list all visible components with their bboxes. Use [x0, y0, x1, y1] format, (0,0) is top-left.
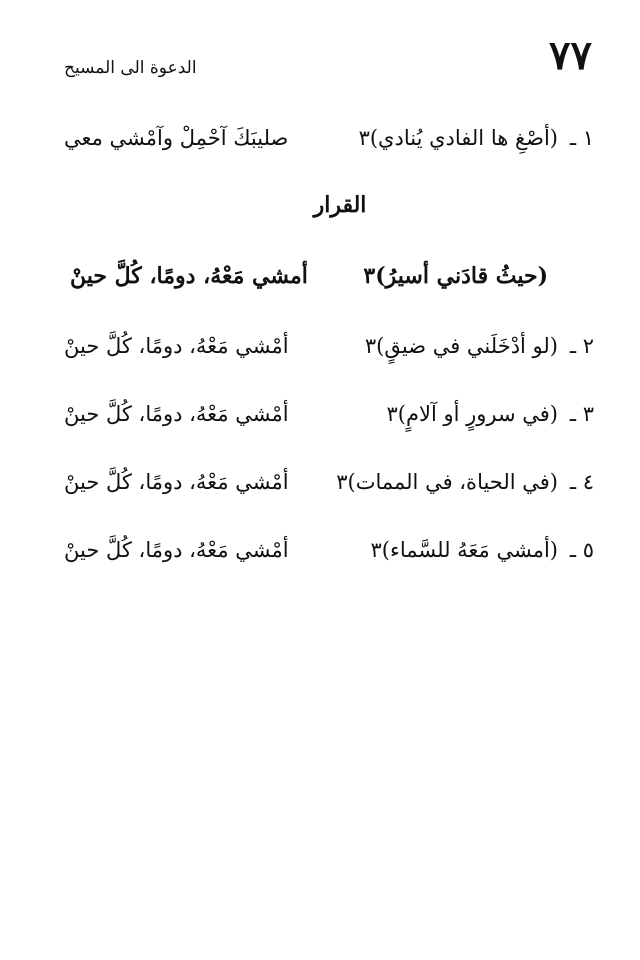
verse-number: ٣ ـ — [569, 402, 594, 426]
verse-line-5 — [64, 530, 594, 570]
refrain-title: القرار — [313, 192, 367, 218]
verse-line-1 — [64, 118, 594, 158]
verse-line-4 — [64, 462, 594, 502]
verse-first-half: (أصْغِ ها الفادي يُنادي)٣ — [358, 126, 558, 150]
verse-second-half: أمْشي مَعْهُ، دومًا، كُلَّ حينْ — [64, 538, 289, 562]
verse-first-half: (لو أدْخَلَني في ضيقٍ)٣ — [364, 334, 558, 358]
verse-second-half: أمْشي مَعْهُ، دومًا، كُلَّ حينْ — [64, 402, 289, 426]
verse-second-half: أمْشي مَعْهُ، دومًا، كُلَّ حينْ — [64, 334, 289, 358]
verse-number: ٢ ـ — [569, 334, 594, 358]
refrain-line — [64, 255, 594, 295]
refrain-second-half: أمشي مَعْهُ، دومًا، كُلَّ حينْ — [70, 263, 308, 289]
verse-line-2 — [64, 326, 594, 366]
page-number: ٧٧ — [549, 32, 592, 79]
verse-line-3 — [64, 394, 594, 434]
verse-first-half: (في سرورٍ أو آلامٍ)٣ — [386, 402, 558, 426]
refrain-first-half: (حيثُ قادَني أسيرُ)٣ — [363, 263, 548, 289]
running-header: الدعوة الى المسيح — [64, 58, 197, 78]
verse-number: ١ ـ — [569, 126, 594, 150]
verse-number: ٥ ـ — [569, 538, 594, 562]
verse-second-half: أمْشي مَعْهُ، دومًا، كُلَّ حينْ — [64, 470, 289, 494]
verse-number: ٤ ـ — [569, 470, 594, 494]
verse-second-half: صليبَكَ آحْمِلْ وآمْشي معي — [64, 126, 289, 150]
verse-first-half: (أمشي مَعَهُ للسَّماء)٣ — [370, 538, 558, 562]
verse-first-half: (في الحياة، في الممات)٣ — [336, 470, 558, 494]
